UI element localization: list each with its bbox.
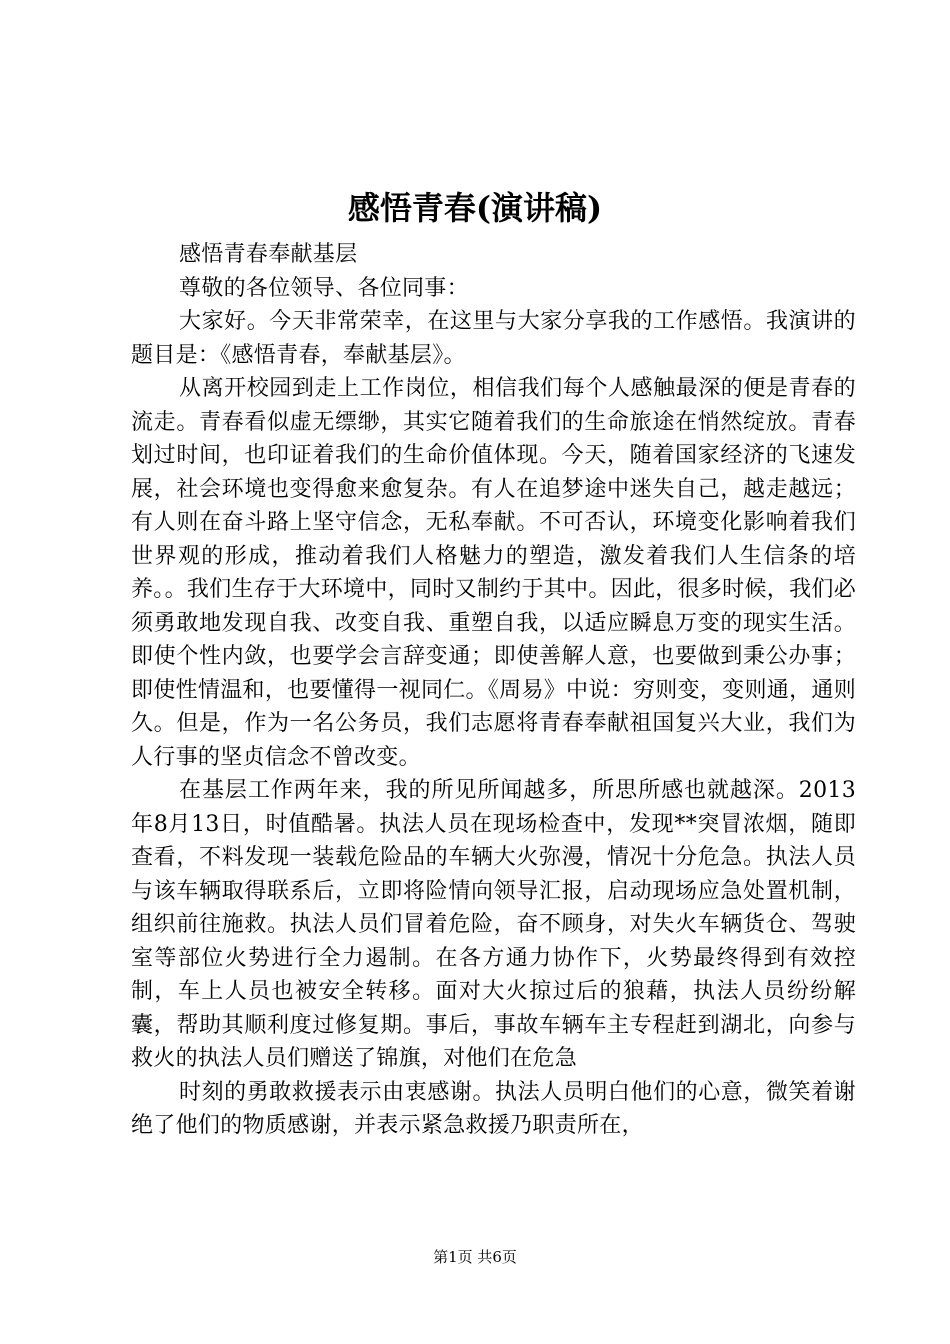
speech-subtitle: 感悟青春奉献基层 (179, 242, 358, 267)
document-title: 感悟青春(演讲稿) (347, 189, 603, 227)
page-number-footer: 第1页 共6页 (433, 1248, 517, 1266)
paragraph-continuation: 时刻的勇敢救援表示由衷感谢。执法人员明白他们的心意，微笑着谢绝了他们的物质感谢，并表示紧急救援乃职责所在， (131, 1079, 856, 1138)
salutation: 尊敬的各位领导、各位同事： (179, 275, 469, 301)
paragraph-greeting: 大家好。今天非常荣幸，在这里与大家分享我的工作感悟。我演讲的题目是：《感悟青春，奉献基层》。 (131, 309, 856, 368)
document-body (131, 238, 856, 1143)
paragraph-youth: 从离开校园到走上工作岗位，相信我们每个人感触最深的便是青春的流走。青春看似虚无缥缈，其实它随着我们的生命旅途在悄然绽放。青春划过时间，也印证着我们的生命价值体现。今天，随着国家经济的飞速发展，社会环境也变得愈来愈复杂。有人在追梦途中迷失自己，越走越远；有人则在奋斗路上坚守信念，无私奉献。不可否认，环境变化影响着我们世界观的形成，推动着我们人格魅力的塑造，激发着我们人生信条的培养。。我们生存于大环境中，同时又制约于其中。因此，很多时候，我们必须勇敢地发现自我、改变自我、重塑自我，以适应瞬息万变的现实生活。即使个性内敛，也要学会言辞变通；即使善解人意，也要做到秉公办事；即使性情温和，也要懂得一视同仁。《周易》中说：穷则变，变则通，通则久。但是，作为一名公务员，我们志愿将青春奉献祖国复兴大业，我们为人行事的坚贞信念不曾改变。 (131, 376, 856, 770)
paragraph-grassroots: 在基层工作两年来，我的所见所闻越多，所思所感也就越深。2013年8月13日，时值酷暑。执法人员在现场检查中，发现**突冒浓烟，随即查看，不料发现一装载危险品的车辆大火弥漫，情况十分危急。执法人员与该车辆取得联系后，立即将险情向领导汇报，启动现场应急处置机制，组织前往施救。执法人员们冒着危险，奋不顾身，对失火车辆货仓、驾驶室等部位火势进行全力遏制。在各方通力协作下，火势最终得到有效控制，车上人员也被安全转移。面对大火掠过后的狼藉，执法人员纷纷解囊，帮助其顺利度过修复期。事后，事故车辆车主专程赶到湖北，向参与救火的执法人员们赠送了锦旗，对他们在危急 (131, 778, 856, 1071)
